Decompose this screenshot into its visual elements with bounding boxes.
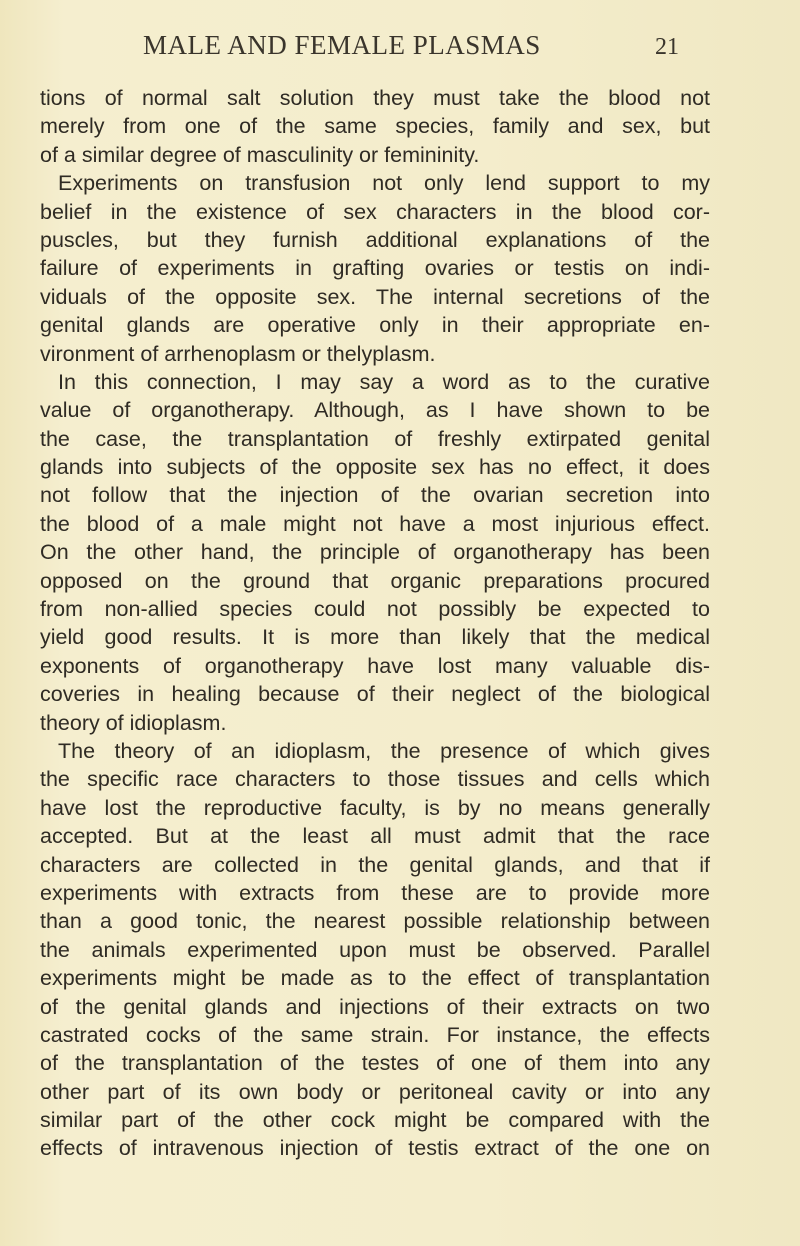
text-line: accepted. But at the least all must admit that the race <box>40 824 710 849</box>
text-line: failure of experiments in grafting ovaries or testis on indi- <box>40 256 710 281</box>
text-line: The theory of an idioplasm, the presence of which gives <box>58 738 710 763</box>
text-line: experiments with extracts from these are to provide more <box>40 880 710 905</box>
text-line: the specific race characters to those tissues and cells which <box>40 767 710 792</box>
text-line: experiments might be made as to the effect of transplantation <box>40 966 710 991</box>
text-line: have lost the reproductive faculty, is by no means generally <box>40 795 710 820</box>
text-line: On the other hand, the principle of organotherapy has been <box>40 540 710 565</box>
text-line: belief in the existence of sex characters in the blood cor- <box>40 199 710 224</box>
text-line: theory of idioplasm. <box>40 710 227 735</box>
text-line: of the transplantation of the testes of one of them into any <box>40 1051 710 1076</box>
text-line: of a similar degree of masculinity or femininity. <box>40 142 480 167</box>
text-line: exponents of organotherapy have lost many valuable dis- <box>40 653 710 678</box>
text-line: effects of intravenous injection of testis extract of the one on <box>40 1136 710 1161</box>
text-line: In this connection, I may say a word as to the curative <box>58 369 710 394</box>
text-line: genital glands are operative only in their appropriate en- <box>40 313 710 338</box>
text-line: the case, the transplantation of freshly extirpated genital <box>40 426 710 451</box>
text-line: from non-allied species could not possibly be expected to <box>40 597 710 622</box>
text-line: of the genital glands and injections of their extracts on two <box>40 994 710 1019</box>
text-line: not follow that the injection of the ovarian secretion into <box>40 483 710 508</box>
running-head: MALE AND FEMALE PLASMAS <box>143 30 541 60</box>
text-line: characters are collected in the genital glands, and that if <box>40 852 710 877</box>
text-line: coveries in healing because of their neglect of the biological <box>40 682 710 707</box>
text-line: tions of normal salt solution they must take the blood not <box>40 86 710 110</box>
text-line: merely from one of the same species, family and sex, but <box>40 114 710 139</box>
page-header <box>0 30 800 64</box>
text-line: vironment of arrhenoplasm or thelyplasm. <box>40 341 436 366</box>
body-text <box>40 84 710 1163</box>
text-line: puscles, but they furnish additional explanations of the <box>40 227 710 252</box>
text-line: viduals of the opposite sex. The internal secretions of the <box>40 284 710 309</box>
text-line: other part of its own body or peritoneal cavity or into any <box>40 1079 710 1104</box>
text-line: castrated cocks of the same strain. For instance, the effects <box>40 1022 710 1047</box>
text-line: than a good tonic, the nearest possible relationship between <box>40 909 710 934</box>
text-line: opposed on the ground that organic preparations procured <box>40 568 710 593</box>
page-number: 21 <box>655 34 679 60</box>
text-line: the animals experimented upon must be observed. Parallel <box>40 937 710 962</box>
text-line: yield good results. It is more than likely that the medical <box>40 625 710 650</box>
text-line: glands into subjects of the opposite sex has no effect, it does <box>40 455 710 480</box>
text-line: the blood of a male might not have a most injurious effect. <box>40 511 710 536</box>
text-line: Experiments on transfusion not only lend support to my <box>58 171 710 196</box>
text-line: similar part of the other cock might be compared with the <box>40 1108 710 1133</box>
text-line: value of organotherapy. Although, as I have shown to be <box>40 398 710 423</box>
